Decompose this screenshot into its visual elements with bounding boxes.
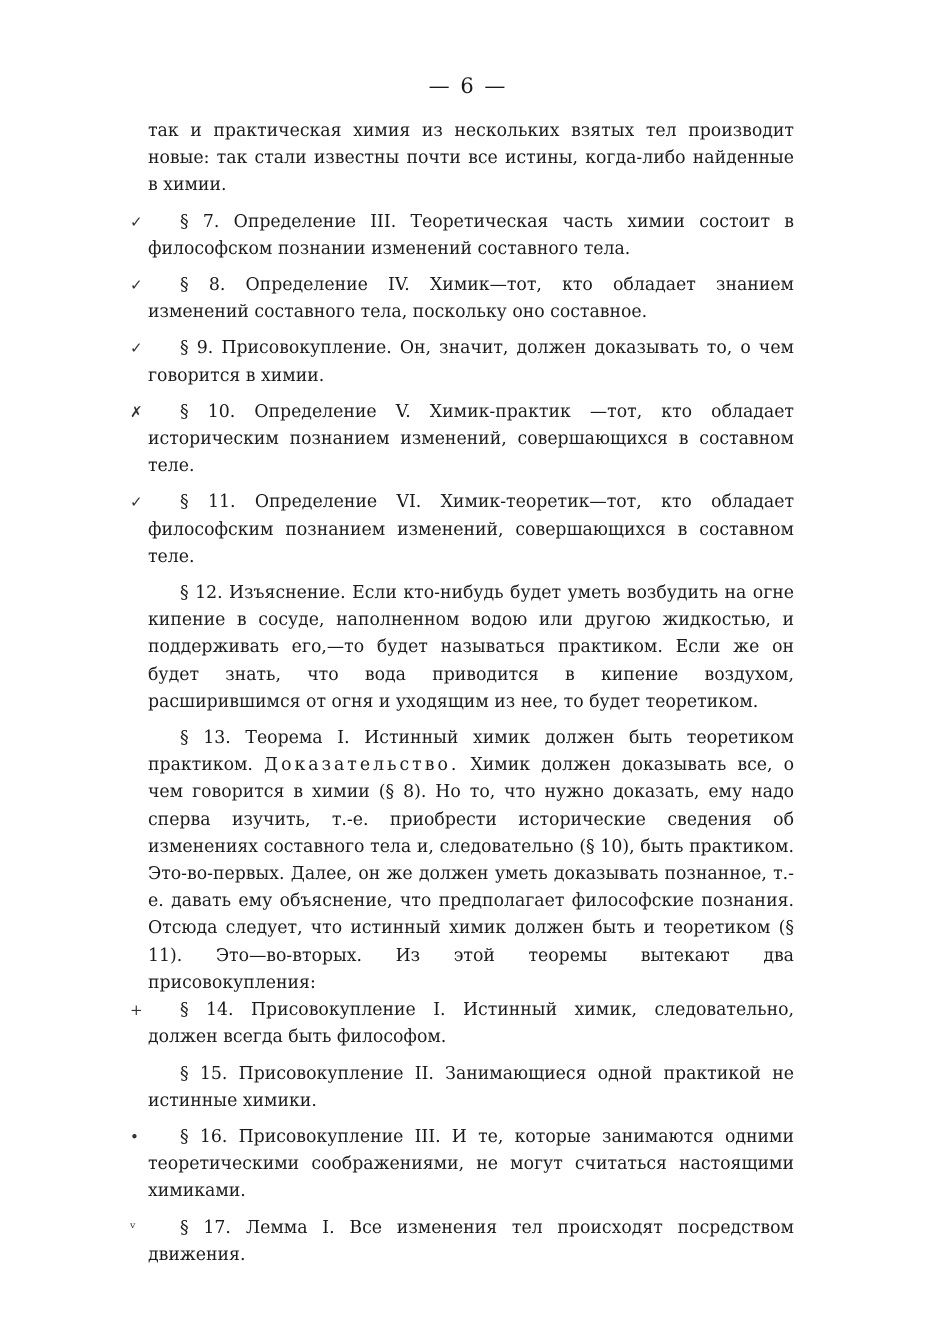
page-number: — 6 —	[428, 74, 508, 98]
paragraph-text: так и практическая химия из нескольких взятых тел производит новые: так стали известны почти все истины, когда-либо найденные в химии.	[148, 121, 794, 196]
paragraph-text: § 9. Присовокупление. Он, значит, должен доказывать то, о чем говорится в химии.	[148, 338, 794, 386]
paragraph-section-15	[148, 1061, 794, 1115]
paragraph-section-13	[148, 725, 794, 997]
paragraph-text-end: Химик должен доказывать все, о чем говорится в химии (§ 8). Но то, что нужно доказать, ему надо сперва изучить, т.-е. приобрести исторические сведения об изменениях составного тела и, следовательно (§ 10), быть практиком. Это-во-первых. Далее, он же должен уметь доказывать познанное, т.-е. давать ему объяснение, что предполагает философские познания. Отсюда следует, что истинный химик должен быть и теоретиком (§ 11). Это—во-вторых. Из этой теоремы вытекают два присовокупления:	[148, 755, 794, 993]
paragraph-section-7	[130, 209, 794, 263]
paragraph-text: § 11. Определение VI. Химик-теоретик—тот, кто обладает философским познанием изменений, совершающихся в составном теле.	[148, 492, 794, 567]
paragraph-text: § 14. Присовокупление I. Истинный химик, следовательно, должен всегда быть философом.	[148, 1000, 794, 1048]
handwritten-check-mark: ✓	[130, 493, 143, 512]
handwritten-plus-mark: +	[130, 1001, 143, 1020]
paragraph-section-11	[130, 489, 794, 571]
paragraph-text: § 8. Определение IV. Химик—тот, кто обладает знанием изменений составного тела, поскольку оно составное.	[148, 275, 794, 323]
paragraph-text: § 16. Присовокупление III. И те, которые занимаются одними теоретическими соображениями, не могут считаться настоящими химиками.	[148, 1126, 794, 1202]
paragraph-text: § 10. Определение V. Химик-практик —тот, кто обладает историческим познанием изменений, совершающихся в составном теле.	[148, 401, 794, 477]
paragraph-section-9	[130, 335, 794, 389]
handwritten-check-mark: ᵛ	[130, 1218, 136, 1237]
paragraph-text: § 7. Определение III. Теоретическая часть химии состоит в философском познании изменений составного тела.	[148, 211, 794, 259]
proof-heading: Доказательство.	[264, 755, 460, 776]
paragraph-section-10	[130, 399, 794, 481]
paragraph-section-17	[130, 1215, 794, 1269]
paragraph-text: § 12. Изъяснение. Если кто-нибудь будет уметь возбудить на огне кипение в сосуде, наполненном водою или другою жидкостью, и поддерживать его,—то будет называться практиком. Если же он будет знать, что вода приводится в кипение воздухом, расширившимся от огня и уходящим из нее, то будет теоретиком.	[148, 583, 794, 712]
handwritten-check-mark: ✓	[130, 339, 143, 358]
paragraph-section-8	[130, 272, 794, 326]
paragraph-text: § 15. Присовокупление II. Занимающиеся одной практикой не истинные химики.	[148, 1063, 794, 1111]
handwritten-check-mark: ✓	[130, 212, 143, 231]
handwritten-cross-mark: ✗	[130, 402, 143, 421]
handwritten-check-mark: ✓	[130, 276, 143, 295]
paragraph-section-16	[130, 1124, 794, 1206]
paragraph-section-12	[148, 580, 794, 716]
paragraph-text-start: § 13. Теорема I. Истинный химик должен быть теоретиком практиком.	[148, 728, 794, 776]
paragraph-text: § 17. Лемма I. Все изменения тел происходят посредством движения.	[148, 1217, 794, 1265]
handwritten-dot-mark: •	[130, 1127, 139, 1146]
body-text	[130, 118, 794, 1269]
paragraph-continuation	[148, 118, 794, 200]
paragraph-section-14	[130, 997, 794, 1051]
